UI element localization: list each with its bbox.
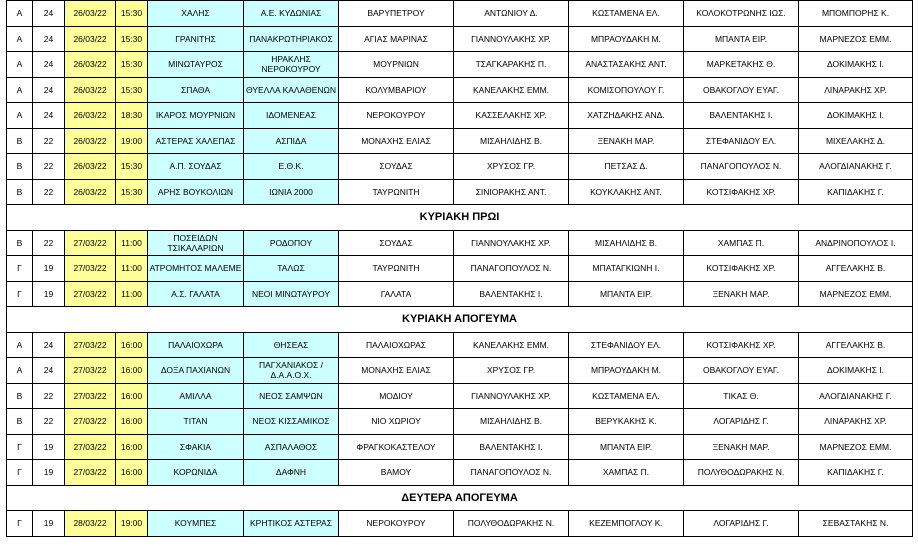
assistant-referee-1-cell: ΧΑΤΖΗΔΑΚΗΣ ΑΝΔ. [569,103,684,129]
assistant-referee-1-cell: ΚΕΖΕΜΠΟΓΛΟΥ Κ. [569,511,684,537]
match-row [7,1,913,27]
age-group-cell: 24 [33,332,65,358]
away-team-cell: ΠΑΝΑΚΡΩΤΗΡΙΑΚΟΣ [244,26,339,52]
date-cell: 27/03/22 [65,281,116,307]
category-cell: Α [7,358,33,384]
referee-cell: ΠΑΝΑΓΟΠΟΥΛΟΣ Ν. [454,256,569,282]
assistant-referee-2-cell: ΛΟΓΑΡΙΔΗΣ Γ. [684,511,799,537]
category-cell: Α [7,52,33,78]
observer-cell: ΔΟΚΙΜΑΚΗΣ Ι. [799,103,913,129]
date-cell: 26/03/22 [65,26,116,52]
referee-cell: ΓΙΑΝΝΟΥΛΑΚΗΣ ΧΡ. [454,383,569,409]
venue-cell: ΜΟΝΑΧΗΣ ΕΛΙΑΣ [339,358,454,384]
date-cell: 27/03/22 [65,332,116,358]
age-group-cell: 22 [33,230,65,256]
age-group-cell: 24 [33,77,65,103]
home-team-cell: ΙΚΑΡΟΣ ΜΟΥΡΝΙΩΝ [148,103,244,129]
observer-cell: ΛΙΝΑΡΑΚΗΣ ΧΡ. [799,77,913,103]
home-team-cell: ΑΤΡΟΜΗΤΟΣ ΜΑΛΕΜΕ [148,256,244,282]
assistant-referee-1-cell: ΞΕΝΑΚΗ ΜΑΡ. [569,128,684,154]
assistant-referee-2-cell: ΜΑΡΚΕΤΑΚΗΣ Θ. [684,52,799,78]
home-team-cell: ΜΙΝΩΤΑΥΡΟΣ [148,52,244,78]
assistant-referee-2-cell: ΒΑΛΕΝΤΑΚΗΣ Ι. [684,103,799,129]
referee-cell: ΠΟΛΥΘΟΔΩΡΑΚΗΣ Ν. [454,511,569,537]
match-row [7,26,913,52]
observer-cell: ΑΛΟΓΔΙΑΝΑΚΗΣ Γ. [799,383,913,409]
away-team-cell: Α.Ε. ΚΥΔΩΝΙΑΣ [244,1,339,27]
category-cell: Α [7,1,33,27]
category-cell: Β [7,409,33,435]
age-group-cell: 22 [33,128,65,154]
away-team-cell: ΔΑΦΝΗ [244,460,339,486]
assistant-referee-2-cell: ΤΙΚΑΣ Θ. [684,383,799,409]
assistant-referee-2-cell: ΚΟΤΣΙΦΑΚΗΣ ΧΡ. [684,256,799,282]
referee-cell: ΧΡΥΣΟΣ ΓΡ. [454,358,569,384]
away-team-cell: ΗΡΑΚΛΗΣ ΝΕΡΟΚΟΥΡΟΥ [244,52,339,78]
observer-cell: ΜΑΡΝΕΖΟΣ ΕΜΜ. [799,26,913,52]
assistant-referee-1-cell: ΠΕΤΣΑΣ Δ. [569,154,684,180]
date-cell: 26/03/22 [65,77,116,103]
time-cell: 16:00 [116,460,148,486]
away-team-cell: Ε.Θ.Κ. [244,154,339,180]
home-team-cell: ΤΙΤΑΝ [148,409,244,435]
category-cell: Β [7,230,33,256]
assistant-referee-1-cell: ΜΙΣΑΗΛΙΔΗΣ Β. [569,230,684,256]
category-cell: Α [7,103,33,129]
assistant-referee-1-cell: ΚΟΜΙΣΟΠΟΥΛΟΥ Γ. [569,77,684,103]
match-row [7,179,913,205]
venue-cell: ΣΟΥΔΑΣ [339,154,454,180]
date-cell: 26/03/22 [65,103,116,129]
category-cell: Β [7,154,33,180]
referee-cell: ΠΑΝΑΓΟΠΟΥΛΟΣ Ν. [454,460,569,486]
age-group-cell: 22 [33,383,65,409]
assistant-referee-2-cell: ΞΕΝΑΚΗ ΜΑΡ. [684,434,799,460]
venue-cell: ΚΟΛΥΜΒΑΡΙΟΥ [339,77,454,103]
venue-cell: ΣΟΥΔΑΣ [339,230,454,256]
observer-cell: ΔΟΚΙΜΑΚΗΣ Ι. [799,358,913,384]
away-team-cell: ΝΕΟΙ ΜΙΝΩΤΑΥΡΟΥ [244,281,339,307]
time-cell: 16:00 [116,409,148,435]
category-cell: Α [7,332,33,358]
date-cell: 27/03/22 [65,383,116,409]
away-team-cell: ΝΕΟΣ ΣΑΜΨΩΝ [244,383,339,409]
away-team-cell: ΚΡΗΤΙΚΟΣ ΑΣΤΕΡΑΣ [244,511,339,537]
venue-cell: ΝΙΟ ΧΩΡΙΟΥ [339,409,454,435]
assistant-referee-2-cell: ΟΒΑΚΟΓΛΟΥ ΕΥΑΓ. [684,77,799,103]
home-team-cell: Α.Σ. ΓΑΛΑΤΑ [148,281,244,307]
section-title: ΚΥΡΙΑΚΗ ΑΠΟΓΕΥΜΑ [7,307,913,333]
match-row [7,358,913,384]
match-row [7,256,913,282]
assistant-referee-2-cell: ΚΟΤΣΙΦΑΚΗΣ ΧΡ. [684,179,799,205]
observer-cell: ΜΑΡΝΕΖΟΣ ΕΜΜ. [799,281,913,307]
age-group-cell: 24 [33,358,65,384]
age-group-cell: 22 [33,179,65,205]
age-group-cell: 24 [33,52,65,78]
age-group-cell: 19 [33,434,65,460]
date-cell: 26/03/22 [65,1,116,27]
observer-cell: ΣΕΒΑΣΤΑΚΗΣ Ν. [799,511,913,537]
away-team-cell: ΝΕΟΣ ΚΙΣΣΑΜΙΚΟΣ [244,409,339,435]
assistant-referee-1-cell: ΚΩΣΤΑΜΕΝΑ ΕΛ. [569,383,684,409]
assistant-referee-1-cell: ΜΠΑΝΤΑ ΕΙΡ. [569,281,684,307]
referee-cell: ΜΙΣΑΗΛΙΔΗΣ Β. [454,128,569,154]
time-cell: 11:00 [116,281,148,307]
assistant-referee-2-cell: ΚΟΛΟΚΟΤΡΩΝΗΣ ΙΩΣ. [684,1,799,27]
home-team-cell: Α.Π. ΣΟΥΔΑΣ [148,154,244,180]
referee-cell: ΤΣΑΓΚΑΡΑΚΗΣ Π. [454,52,569,78]
date-cell: 26/03/22 [65,154,116,180]
match-row [7,281,913,307]
match-row [7,52,913,78]
match-row [7,383,913,409]
assistant-referee-1-cell: ΜΠΡΑΟΥΔΑΚΗ Μ. [569,26,684,52]
home-team-cell: ΧΑΛΗΣ [148,1,244,27]
time-cell: 15:30 [116,52,148,78]
observer-cell: ΑΝΔΡΙΝΟΠΟΥΛΟΣ Ι. [799,230,913,256]
venue-cell: ΝΕΡΟΚΟΥΡΟΥ [339,511,454,537]
venue-cell: ΠΑΛΑΙΟΧΩΡΑΣ [339,332,454,358]
date-cell: 27/03/22 [65,409,116,435]
assistant-referee-2-cell: ΣΤΕΦΑΝΙΔΟΥ ΕΛ. [684,128,799,154]
assistant-referee-2-cell: ΠΑΝΑΓΟΠΟΥΛΟΣ Ν. [684,154,799,180]
venue-cell: ΓΑΛΑΤΑ [339,281,454,307]
section-header-row [7,205,913,231]
age-group-cell: 19 [33,460,65,486]
venue-cell: ΦΡΑΓΚΟΚΑΣΤΕΛΟΥ [339,434,454,460]
home-team-cell: ΣΦΑΚΙΑ [148,434,244,460]
assistant-referee-1-cell: ΜΠΑΝΤΑ ΕΙΡ. [569,434,684,460]
away-team-cell: ΑΣΠΙΔΑ [244,128,339,154]
assistant-referee-1-cell: ΜΠΑΤΑΓΚΙΩΝΗ Ι. [569,256,684,282]
referee-cell: ΒΑΛΕΝΤΑΚΗΣ Ι. [454,281,569,307]
venue-cell: ΜΟΝΑΧΗΣ ΕΛΙΑΣ [339,128,454,154]
venue-cell: ΒΑΡΥΠΕΤΡΟΥ [339,1,454,27]
date-cell: 27/03/22 [65,230,116,256]
assistant-referee-1-cell: ΧΑΜΠΑΣ Π. [569,460,684,486]
observer-cell: ΑΓΓΕΛΑΚΗΣ Β. [799,256,913,282]
age-group-cell: 22 [33,409,65,435]
match-row [7,154,913,180]
away-team-cell: ΠΑΓΧΑΝΙΑΚΟΣ / Δ.Α.Α.Ο.Χ. [244,358,339,384]
observer-cell: ΚΑΠΙΔΑΚΗΣ Γ. [799,460,913,486]
away-team-cell: ΘΥΕΛΛΑ ΚΑΛΑΘΕΝΩΝ [244,77,339,103]
age-group-cell: 22 [33,154,65,180]
match-row [7,460,913,486]
category-cell: Γ [7,460,33,486]
category-cell: Α [7,26,33,52]
referee-cell: ΧΡΥΣΟΣ ΓΡ. [454,154,569,180]
home-team-cell: ΔΟΞΑ ΠΑΧΙΑΝΩΝ [148,358,244,384]
away-team-cell: ΘΗΣΕΑΣ [244,332,339,358]
category-cell: Γ [7,281,33,307]
time-cell: 15:30 [116,179,148,205]
away-team-cell: ΙΔΟΜΕΝΕΑΣ [244,103,339,129]
referee-cell: ΚΑΝΕΛΑΚΗΣ ΕΜΜ. [454,77,569,103]
referee-cell: ΚΑΣΣΕΛΑΚΗΣ ΧΡ. [454,103,569,129]
category-cell: Β [7,383,33,409]
observer-cell: ΛΙΝΑΡΑΚΗΣ ΧΡ. [799,409,913,435]
assistant-referee-1-cell: ΚΟΥΚΛΑΚΗΣ ΑΝΤ. [569,179,684,205]
observer-cell: ΜΠΟΜΠΟΡΗΣ Κ. [799,1,913,27]
home-team-cell: ΚΟΡΩΝΙΔΑ [148,460,244,486]
venue-cell: ΝΕΡΟΚΟΥΡΟΥ [339,103,454,129]
assistant-referee-1-cell: ΜΠΡΑΟΥΔΑΚΗ Μ. [569,358,684,384]
match-row [7,332,913,358]
away-team-cell: ΤΑΛΩΣ [244,256,339,282]
match-schedule-table [6,0,913,537]
away-team-cell: ΙΩΝΙΑ 2000 [244,179,339,205]
age-group-cell: 19 [33,511,65,537]
date-cell: 26/03/22 [65,52,116,78]
time-cell: 15:30 [116,1,148,27]
match-row [7,511,913,537]
venue-cell: ΜΟΔΙΟΥ [339,383,454,409]
assistant-referee-1-cell: ΣΤΕΦΑΝΙΔΟΥ ΕΛ. [569,332,684,358]
referee-cell: ΓΙΑΝΝΟΥΛΑΚΗΣ ΧΡ. [454,26,569,52]
assistant-referee-2-cell: ΞΕΝΑΚΗ ΜΑΡ. [684,281,799,307]
venue-cell: ΤΑΥΡΩΝΙΤΗ [339,256,454,282]
time-cell: 19:00 [116,128,148,154]
section-title: ΚΥΡΙΑΚΗ ΠΡΩΙ [7,205,913,231]
observer-cell: ΔΟΚΙΜΑΚΗΣ Ι. [799,52,913,78]
assistant-referee-2-cell: ΧΑΜΠΑΣ Π. [684,230,799,256]
referee-cell: ΒΑΛΕΝΤΑΚΗΣ Ι. [454,434,569,460]
category-cell: Γ [7,434,33,460]
assistant-referee-2-cell: ΠΟΛΥΘΟΔΩΡΑΚΗΣ Ν. [684,460,799,486]
assistant-referee-2-cell: ΚΟΤΣΙΦΑΚΗΣ ΧΡ. [684,332,799,358]
referee-cell: ΚΑΝΕΛΑΚΗΣ ΕΜΜ. [454,332,569,358]
observer-cell: ΜΙΧΕΛΑΚΗΣ Δ. [799,128,913,154]
section-title: ΔΕΥΤΕΡΑ ΑΠΟΓΕΥΜΑ [7,485,913,511]
age-group-cell: 24 [33,26,65,52]
time-cell: 16:00 [116,434,148,460]
home-team-cell: ΠΟΣΕΙΔΩΝ ΤΣΙΚΑΛΑΡΙΩΝ [148,230,244,256]
section-header-row [7,485,913,511]
away-team-cell: ΑΣΠΑΛΑΘΟΣ [244,434,339,460]
time-cell: 19:00 [116,511,148,537]
home-team-cell: ΚΟΥΜΠΕΣ [148,511,244,537]
assistant-referee-2-cell: ΛΟΓΑΡΙΔΗΣ Γ. [684,409,799,435]
category-cell: Β [7,179,33,205]
observer-cell: ΜΑΡΝΕΖΟΣ ΕΜΜ. [799,434,913,460]
schedule-body [7,1,913,537]
time-cell: 16:00 [116,383,148,409]
assistant-referee-1-cell: ΒΕΡΥΚΑΚΗΣ Κ. [569,409,684,435]
match-row [7,128,913,154]
home-team-cell: ΠΑΛΑΙΟΧΩΡΑ [148,332,244,358]
date-cell: 27/03/22 [65,434,116,460]
observer-cell: ΑΓΓΕΛΑΚΗΣ Β. [799,332,913,358]
time-cell: 16:00 [116,332,148,358]
date-cell: 27/03/22 [65,460,116,486]
date-cell: 26/03/22 [65,128,116,154]
date-cell: 27/03/22 [65,358,116,384]
time-cell: 16:00 [116,358,148,384]
date-cell: 28/03/22 [65,511,116,537]
category-cell: Β [7,128,33,154]
assistant-referee-2-cell: ΜΠΑΝΤΑ ΕΙΡ. [684,26,799,52]
match-row [7,409,913,435]
assistant-referee-1-cell: ΚΩΣΤΑΜΕΝΑ ΕΛ. [569,1,684,27]
venue-cell: ΤΑΥΡΩΝΙΤΗ [339,179,454,205]
match-row [7,103,913,129]
venue-cell: ΒΑΜΟΥ [339,460,454,486]
home-team-cell: ΓΡΑΝΙΤΗΣ [148,26,244,52]
match-row [7,434,913,460]
observer-cell: ΚΑΠΙΔΑΚΗΣ Γ. [799,179,913,205]
match-row [7,230,913,256]
category-cell: Α [7,77,33,103]
time-cell: 15:30 [116,77,148,103]
time-cell: 11:00 [116,230,148,256]
date-cell: 27/03/22 [65,256,116,282]
home-team-cell: ΑΜΙΛΛΑ [148,383,244,409]
section-header-row [7,307,913,333]
match-row [7,77,913,103]
age-group-cell: 24 [33,1,65,27]
home-team-cell: ΑΣΤΕΡΑΣ ΧΑΛΕΠΑΣ [148,128,244,154]
date-cell: 26/03/22 [65,179,116,205]
observer-cell: ΑΛΟΓΔΙΑΝΑΚΗΣ Γ. [799,154,913,180]
category-cell: Γ [7,511,33,537]
time-cell: 11:00 [116,256,148,282]
referee-cell: ΣΙΝΙΟΡΑΚΗΣ ΑΝΤ. [454,179,569,205]
age-group-cell: 24 [33,103,65,129]
referee-cell: ΜΙΣΑΗΛΙΔΗΣ Β. [454,409,569,435]
time-cell: 15:30 [116,26,148,52]
referee-cell: ΑΝΤΩΝΙΟΥ Δ. [454,1,569,27]
home-team-cell: ΣΠΑΘΑ [148,77,244,103]
time-cell: 18:30 [116,103,148,129]
assistant-referee-2-cell: ΟΒΑΚΟΓΛΟΥ ΕΥΑΓ. [684,358,799,384]
age-group-cell: 19 [33,281,65,307]
venue-cell: ΑΓΙΑΣ ΜΑΡΙΝΑΣ [339,26,454,52]
venue-cell: ΜΟΥΡΝΙΩΝ [339,52,454,78]
time-cell: 15:30 [116,154,148,180]
away-team-cell: ΡΟΔΟΠΟΥ [244,230,339,256]
referee-cell: ΓΙΑΝΝΟΥΛΑΚΗΣ ΧΡ. [454,230,569,256]
category-cell: Γ [7,256,33,282]
assistant-referee-1-cell: ΑΝΑΣΤΑΣΑΚΗΣ ΑΝΤ. [569,52,684,78]
age-group-cell: 19 [33,256,65,282]
home-team-cell: ΑΡΗΣ ΒΟΥΚΟΛΙΩΝ [148,179,244,205]
